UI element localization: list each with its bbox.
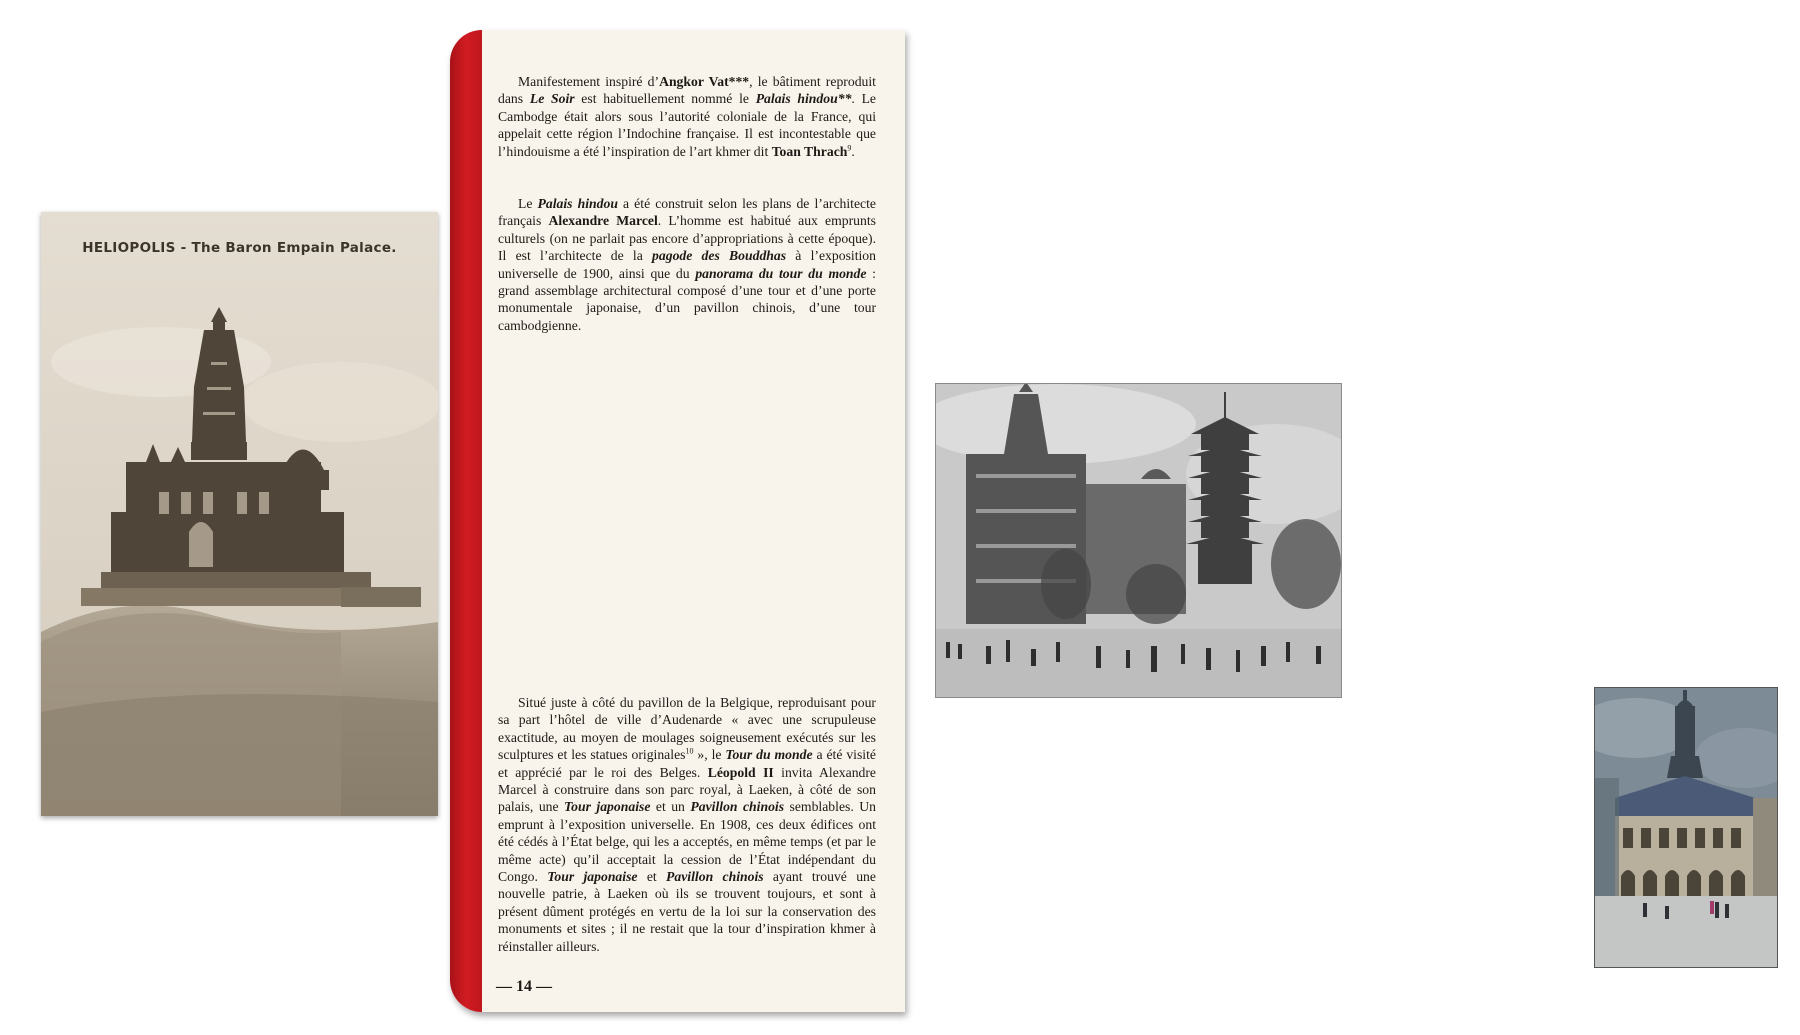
paragraph-palais-hindou — [498, 195, 876, 334]
text-run: est habituellement nommé le — [574, 91, 756, 107]
exposition-photo — [935, 383, 1342, 698]
text-run: Le Soir — [529, 91, 575, 107]
text-run: Tour du monde — [725, 747, 813, 763]
text-run: Tour japonaise — [547, 869, 638, 885]
text-run: et un — [650, 799, 691, 815]
paragraph-angkor — [498, 73, 876, 160]
text-run: Pavillon chinois — [666, 869, 764, 885]
text-run: panorama du tour du monde — [695, 265, 867, 281]
text-run: semblables. Un emprunt à l’exposition universelle. En 1908, ces deux édifices ont été cédés à l’État belge, qui les a acceptés, en même temps (et par le même acte) qu’il acceptait la cession de l’État indépendant du Congo. — [498, 799, 876, 885]
postcard-caption: HELIOPOLIS - The Baron Empain Palace. — [82, 240, 397, 256]
text-run: pagode des Bouddhas — [652, 248, 787, 264]
book-page — [450, 30, 905, 1012]
text-run: Situé juste à côté du pavillon de la Belgique, reproduisant pour sa part l’hôtel de ville d’Audenarde « avec une scrupuleuse exactitude, au moyen de moulages soigneusement exécutés sur les sculptures et les statues originales — [498, 695, 876, 763]
text-run: Le — [518, 196, 538, 211]
text-run: . Le Cambodge était alors sous l’autorité coloniale de la France, qui appelait cette région l’Indochine française. Il est incontestable que l’hindouisme a été l’inspiration de l’art khmer dit — [498, 91, 877, 159]
text-run: Manifestement inspiré d’ — [518, 74, 660, 89]
heliopolis-postcard — [41, 212, 438, 816]
text-run: . — [851, 143, 855, 159]
text-run: Léopold II — [707, 764, 774, 780]
text-run: , le bâtiment reproduit dans — [498, 74, 876, 107]
text-run: », le — [693, 747, 726, 763]
town-hall-photo — [1594, 687, 1778, 968]
text-run: Pavillon chinois — [690, 799, 785, 815]
text-run: 9 — [847, 143, 852, 153]
town-hall-illustration — [1595, 688, 1777, 967]
book-spine — [450, 30, 482, 1012]
paragraph-3 — [498, 694, 876, 955]
text-run: Alexandre Marcel — [548, 213, 658, 229]
exposition-illustration — [936, 384, 1341, 697]
text-run: ayant trouvé une nouvelle patrie, à Laeken où ils se trouvent toujours, et sont à présent dûment protégés en vertu de la loi sur la conservation des monuments et sites ; il ne restait que la tour d’inspiration khmer à réinstaller ailleurs. — [498, 869, 876, 954]
text-run: invita Alexandre Marcel à construire dans son parc royal, à Laeken, à côté de son palais, une — [498, 764, 877, 815]
text-run: Angkor Vat*** — [659, 74, 750, 89]
paragraph-1 — [498, 73, 876, 160]
text-run: Palais hindou — [537, 196, 618, 211]
text-run: à l’exposition universelle de 1900, ainsi que du — [498, 248, 876, 281]
text-run: a été visité et apprécié par le roi des Belges. — [498, 747, 876, 780]
text-run: a été construit selon les plans de l’architecte français — [498, 196, 877, 229]
text-run: Tour japonaise — [564, 799, 651, 815]
page-number: — 14 — — [496, 978, 552, 995]
text-run: Palais hindou** — [755, 91, 852, 107]
text-run: et — [637, 869, 667, 885]
text-run: : grand assemblage architectural composé d’une tour et d’une porte monumentale japonaise, d’un pavillon chinois, d’une tour cambodgienne. — [498, 265, 876, 333]
text-run: Toan Thrach — [771, 143, 848, 159]
text-run: . L’homme est habitué aux emprunts culturels (on ne parlait pas encore d’appropriations à cette époque). Il est l’architecte de la — [498, 213, 876, 264]
text-run: 10 — [685, 746, 694, 756]
paragraph-tour-du-monde — [498, 694, 876, 955]
palace-illustration — [41, 212, 438, 816]
paragraph-2 — [498, 195, 876, 334]
